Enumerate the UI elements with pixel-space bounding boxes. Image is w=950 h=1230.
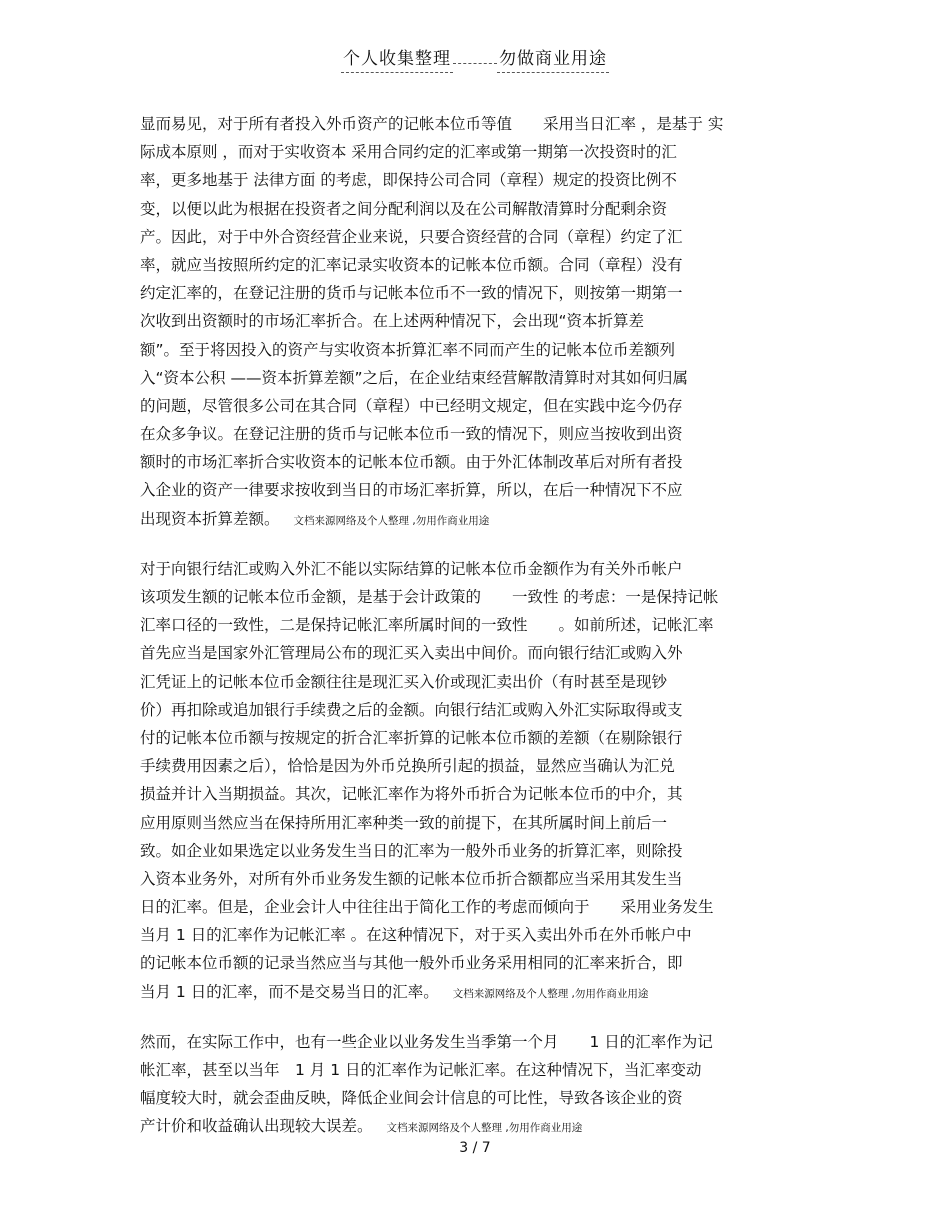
text-line: [140, 1056, 810, 1084]
text-line: [140, 752, 810, 780]
line-text: 率，更多地基于 法律方面 的考虑，即保持公司合同（章程）规定的投资比例不: [140, 171, 677, 190]
page-header: [0, 44, 950, 69]
text-line: [140, 223, 810, 251]
text-line: [140, 251, 810, 279]
line-text: 损益并计入当期损益。其次，记帐汇率作为将外币折合为记帐本位币的中介，其: [140, 785, 683, 804]
paragraph: [140, 555, 810, 1006]
line-text: 对于向银行结汇或购入外汇不能以实际结算的记帐本位币金额作为有关外币帐户: [140, 559, 683, 578]
text-line: [140, 780, 810, 808]
text-line: [140, 978, 810, 1006]
document-body: [140, 110, 810, 1163]
line-text: 约定汇率的，在登记注册的货币与记帐本位币不一致的情况下，则按第一期第一: [140, 284, 683, 303]
line-text: 手续费用因素之后），恰恰是因为外币兑换所引起的损益，显然应当确认为汇兑: [140, 757, 675, 776]
text-line: [140, 138, 810, 166]
source-note: 文档来源网络及个人整理 ,勿用作商业用途: [386, 1122, 583, 1135]
text-line: [140, 364, 810, 392]
text-line: [140, 279, 810, 307]
line-text: 首先应当是国家外汇管理局公布的现汇买入卖出中间价。而向银行结汇或购入外: [140, 644, 683, 663]
line-text: 出现资本折算差额。: [140, 509, 280, 528]
text-line: [140, 1112, 810, 1140]
line-text: 付的记帐本位币额与按规定的折合汇率折算的记帐本位币额的差额（在剔除银行: [140, 728, 683, 747]
text-line: [140, 865, 810, 893]
line-text: 额时的市场汇率折合实收资本的记帐本位币额。由于外汇体制改革后对所有者投: [140, 453, 683, 472]
line-text: 产。因此，对于中外合资经营企业来说，只要合资经营的合同（章程）约定了汇: [140, 227, 683, 246]
source-note: 文档来源网络及个人整理 ,勿用作商业用途: [293, 514, 490, 527]
line-text: 入“资本公积 ——资本折算差额”之后，在企业结束经营解散清算时对其如何归属: [140, 368, 688, 387]
text-line: [140, 1084, 810, 1112]
text-line: [140, 1028, 810, 1056]
text-line: [140, 195, 810, 223]
text-line: [140, 555, 810, 583]
line-text: 汇率口径的一致性，二是保持记帐汇率所属时间的一致性 。如前所述，记帐汇率: [140, 616, 714, 635]
line-text: 该项发生额的记帐本位币金额，是基于会计政策的 一致性 的考虑：一是保持记帐: [140, 588, 719, 606]
line-text: 变，以便以此为根据在投资者之间分配利润以及在公司解散清算时分配剩余资: [140, 199, 668, 218]
header-right-text: 勿做商业用途: [497, 49, 609, 73]
text-line: [140, 307, 810, 335]
line-text: 次收到出资额时的市场汇率折合。在上述两种情况下，会出现“资本折算差: [140, 312, 645, 331]
line-text: 帐汇率，甚至以当年 1 月 1 日的汇率作为记帐汇率。在这种情况下，当汇率变动: [140, 1061, 702, 1079]
line-text: 的记帐本位币额的记录当然应当与其他一般外币业务采用相同的汇率来折合，即: [140, 954, 683, 973]
line-text: 然而，在实际工作中，也有一些企业以业务发生当季第一个月 1 日的汇率作为记: [140, 1032, 713, 1051]
line-text: 幅度较大时，就会歪曲反映，降低企业间会计信息的可比性，导致各该企业的资: [140, 1089, 683, 1108]
text-line: [140, 921, 810, 949]
text-line: [140, 110, 810, 138]
text-line: [140, 611, 810, 639]
text-line: [140, 392, 810, 420]
text-line: [140, 893, 810, 921]
header-left-text: 个人收集整理: [341, 49, 453, 73]
line-text: 入资本业务外，对所有外币业务发生额的记帐本位币折合额都应当采用其发生当: [140, 869, 683, 888]
line-text: 日的汇率。但是，企业会计人中往往出于简化工作的考虑而倾向于 采用业务发生: [140, 898, 714, 917]
page-number: 3 / 7: [459, 1140, 491, 1156]
line-text: 率，就应当按照所约定的汇率记录实收资本的记帐本位币额。合同（章程）没有: [140, 255, 683, 274]
line-text: 当月 1 日的汇率作为记帐汇率 。在这种情况下，对于买入卖出外币在外币帐户中: [140, 926, 692, 945]
text-line: [140, 809, 810, 837]
paragraph: [140, 110, 810, 533]
text-line: [140, 724, 810, 752]
line-text: 当月 1 日的汇率，而不是交易当日的汇率。: [140, 982, 439, 1001]
line-text: 价）再扣除或追加银行手续费之后的金额。向银行结汇或购入外汇实际取得或支: [140, 700, 683, 719]
text-line: [140, 837, 810, 865]
line-text: 入企业的资产一律要求按收到当日的市场汇率折算，所以，在后一种情况下不应: [140, 481, 683, 500]
line-text: 应用原则当然应当在保持所用汇率种类一致的前提下，在其所属时间上前后一: [140, 813, 668, 832]
line-text: 产计价和收益确认出现较大误差。: [140, 1117, 373, 1136]
header-separator: [453, 60, 497, 64]
line-text: 在众多争议。在登记注册的货币与记帐本位币一致的情况下，则应当按收到出资: [140, 425, 683, 444]
line-text: 汇凭证上的记帐本位币金额往往是现汇买入价或现汇卖出价（有时甚至是现钞: [140, 672, 668, 691]
text-line: [140, 583, 810, 611]
line-text: 致。如企业如果选定以业务发生当日的汇率为一般外币业务的折算汇率，则除投: [140, 841, 683, 860]
line-text: 显而易见，对于所有者投入外币资产的记帐本位币等值 采用当日汇率 ，是基于 实: [140, 115, 724, 133]
text-line: [140, 696, 810, 724]
line-text: 际成本原则 ，而对于实收资本 采用合同约定的汇率或第一期第一次投资时的汇: [140, 143, 677, 162]
paragraph: [140, 1028, 810, 1141]
source-note: 文档来源网络及个人整理 ,勿用作商业用途: [452, 987, 649, 1000]
text-line: [140, 505, 810, 533]
text-line: [140, 476, 810, 504]
text-line: [140, 420, 810, 448]
line-text: 的问题，尽管很多公司在其合同（章程）中已经明文规定，但在实践中迄今仍存: [140, 396, 683, 415]
text-line: [140, 668, 810, 696]
text-line: [140, 336, 810, 364]
text-line: [140, 949, 810, 977]
text-line: [140, 639, 810, 667]
text-line: [140, 166, 810, 194]
line-text: 额”。至于将因投入的资产与实收资本折算汇率不同而产生的记帐本位币差额列: [140, 340, 676, 359]
text-line: [140, 448, 810, 476]
